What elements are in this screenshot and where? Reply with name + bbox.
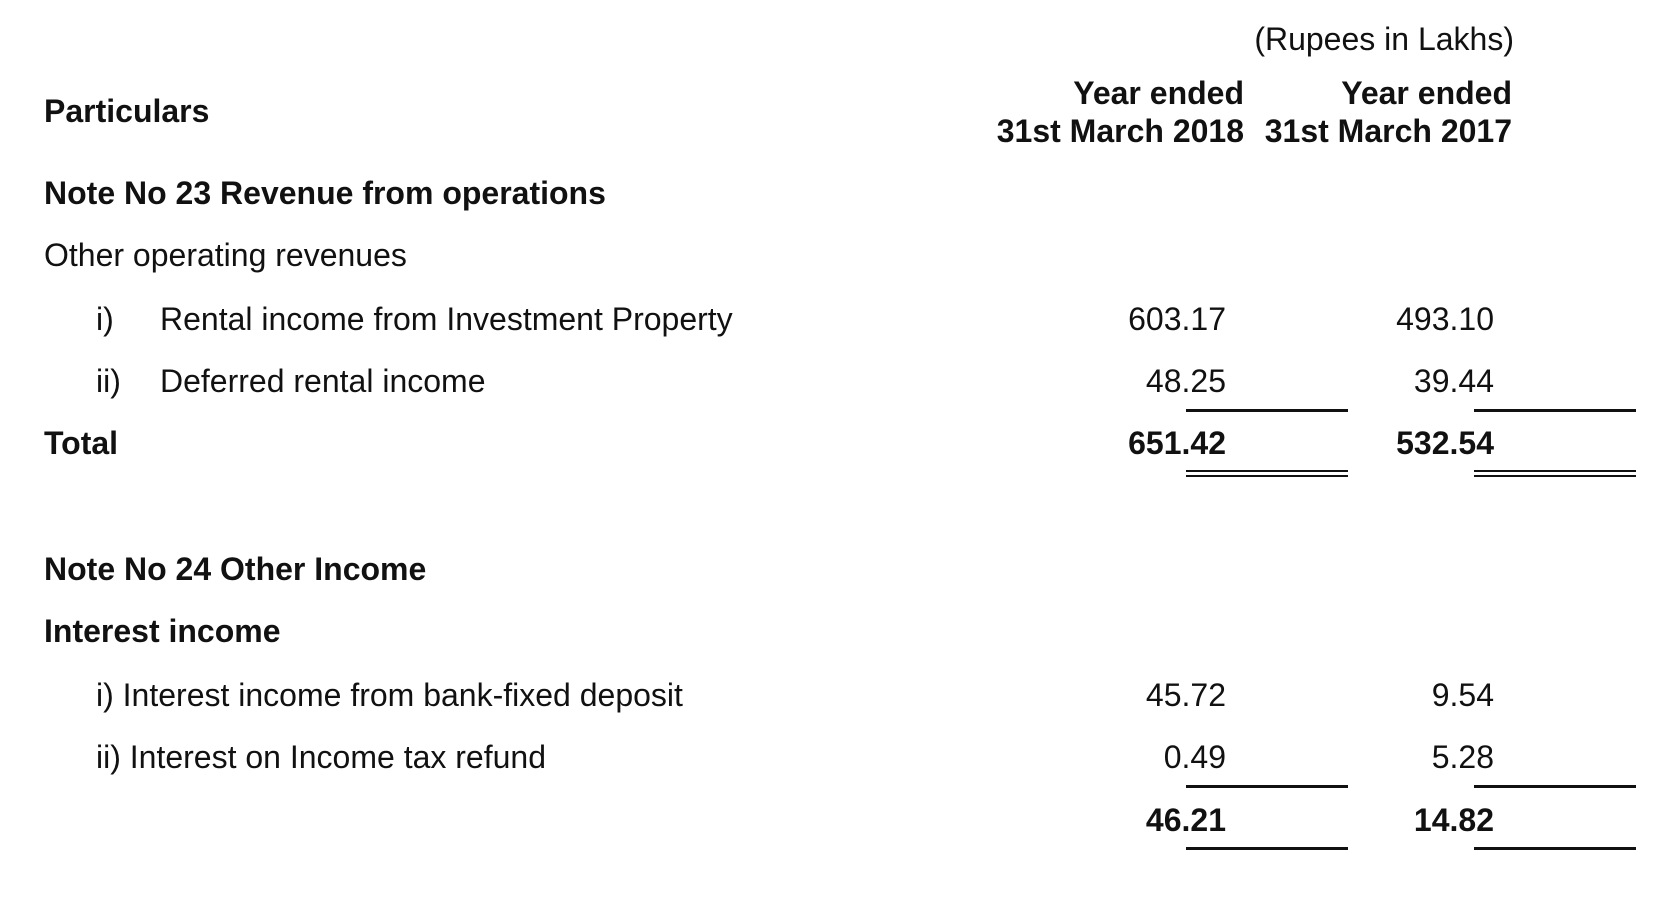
note-24-item-1-value-2017: 9.54 — [1431, 677, 1494, 713]
note-23-total-label: Total — [44, 425, 119, 461]
units-note: (Rupees in Lakhs) — [1254, 21, 1514, 57]
total-double-rule-2018 — [1186, 470, 1348, 477]
note-24-item-1-label: i) Interest income from bank-fixed deposit — [96, 677, 683, 713]
note-23-item-1-numeral: i) — [96, 301, 114, 337]
note-24-total-2018: 46.21 — [1145, 802, 1226, 838]
note-24-subtotal-rule-2018 — [1186, 785, 1348, 788]
note-24-subtotal-rule-2017 — [1474, 785, 1636, 788]
note-24-total-2017: 14.82 — [1413, 802, 1494, 838]
particulars-header: Particulars — [44, 93, 210, 129]
note-23-item-1-value-2018: 603.17 — [1128, 301, 1226, 337]
note-23-item-2-numeral: ii) — [96, 363, 121, 399]
note-24-item-1-value-2018: 45.72 — [1145, 677, 1226, 713]
note-24-item-2-value-2018: 0.49 — [1163, 739, 1226, 775]
note-23-item-2-value-2018: 48.25 — [1145, 363, 1226, 399]
note-24-title: Note No 24 Other Income — [44, 551, 427, 587]
note-24-subheading: Interest income — [44, 613, 281, 649]
note-23-title: Note No 23 Revenue from operations — [44, 175, 606, 211]
column-header-2017-line1: Year ended — [1341, 75, 1512, 111]
note-24-total-rule-2018 — [1186, 847, 1348, 850]
note-24-item-2-label: ii) Interest on Income tax refund — [96, 739, 546, 775]
column-header-2017 — [1265, 74, 1512, 150]
column-header-2018 — [997, 74, 1244, 150]
note-23-item-1-value-2017: 493.10 — [1396, 301, 1494, 337]
note-24-item-2-value-2017: 5.28 — [1431, 739, 1494, 775]
note-23-subheading: Other operating revenues — [44, 237, 407, 273]
note-23-item-2-value-2017: 39.44 — [1413, 363, 1494, 399]
note-23-item-1-label: Rental income from Investment Property — [160, 301, 733, 337]
note-23-item-2-label: Deferred rental income — [160, 363, 486, 399]
note-23-total-2017: 532.54 — [1396, 425, 1494, 461]
note-24-total-rule-2017 — [1474, 847, 1636, 850]
subtotal-rule-2017 — [1474, 409, 1636, 412]
total-double-rule-2017 — [1474, 470, 1636, 477]
column-header-2018-line1: Year ended — [1073, 75, 1244, 111]
column-header-2018-line2: 31st March 2018 — [996, 113, 1244, 149]
subtotal-rule-2018 — [1186, 409, 1348, 412]
column-header-2017-line2: 31st March 2017 — [1264, 113, 1512, 149]
note-23-total-2018: 651.42 — [1128, 425, 1226, 461]
